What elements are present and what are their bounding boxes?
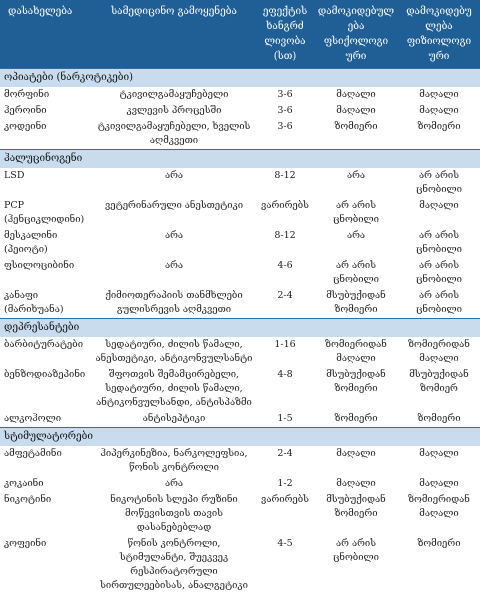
cell-physiological: არ არის ცნობილი <box>398 288 480 319</box>
cell-psychological: მაღალი <box>314 476 398 492</box>
cell-medical-use: არა <box>92 258 256 288</box>
section-title: სტიმულატორები <box>0 428 480 447</box>
table-row <box>0 476 480 492</box>
cell-substance: ბენზოდიაზეპინი <box>0 367 92 411</box>
cell-duration: 4-6 <box>256 258 314 288</box>
cell-duration: 2-4 <box>256 446 314 476</box>
cell-psychological: ზომიერი <box>314 411 398 428</box>
cell-duration: 4-8 <box>256 367 314 411</box>
table-row <box>0 119 480 150</box>
cell-psychological: არ არის ცნობილი <box>314 536 398 594</box>
cell-duration: 1-2 <box>256 476 314 492</box>
table-row <box>0 168 480 198</box>
cell-duration: 1-5 <box>256 411 314 428</box>
cell-psychological: მაღალი <box>314 446 398 476</box>
cell-medical-use: ტკივილგამაყუჩებელი, ხველის აღმკვეთი <box>92 119 256 150</box>
header-medical-use: სამედიცინო გამოყენება <box>92 0 256 69</box>
cell-duration: 8-12 <box>256 168 314 198</box>
cell-medical-use: ტკივილგამაყუჩებელი <box>92 87 256 103</box>
table-row <box>0 411 480 428</box>
cell-medical-use: შფოთვის შემამცირებელი, სედატიური, ძილის წამალი, ანტიკონვულსანდი, ანტისპაზმი <box>92 367 256 411</box>
cell-psychological: მსუბუქიდან ზომიერი <box>314 492 398 536</box>
cell-substance: კოკაინი <box>0 476 92 492</box>
cell-psychological: არ არის ცნობილი <box>314 258 398 288</box>
table-row <box>0 103 480 119</box>
section-header-row <box>0 428 480 447</box>
cell-substance: LSD <box>0 168 92 198</box>
table-row <box>0 536 480 594</box>
cell-duration: 4-5 <box>256 536 314 594</box>
section-title: ჰალუცინოგენი <box>0 150 480 169</box>
cell-physiological: მსუბუქიდან ზომიერ <box>398 367 480 411</box>
table-row <box>0 367 480 411</box>
cell-physiological: მაღალი <box>398 446 480 476</box>
cell-psychological: არა <box>314 228 398 258</box>
cell-psychological: მსუბუქიდან ზომიერი <box>314 367 398 411</box>
cell-substance: მორფინი <box>0 87 92 103</box>
cell-duration: ვარირებს <box>256 198 314 228</box>
cell-physiological: ზომიერი <box>398 536 480 594</box>
table-row <box>0 446 480 476</box>
section-header-row <box>0 150 480 169</box>
cell-physiological: ზომიერიდან მაღალი <box>398 492 480 536</box>
cell-medical-use: არა <box>92 228 256 258</box>
header-duration: ეფექტის ხანგრძ ლივობა (სთ) <box>256 0 314 69</box>
cell-substance: კანაფი (მარიხუანა) <box>0 288 92 319</box>
cell-duration: 3-6 <box>256 119 314 150</box>
cell-duration: 2-4 <box>256 288 314 319</box>
cell-physiological: არ არის ცნობილი <box>398 168 480 198</box>
cell-medical-use: ნიკოტინის სლეპი რუზინი მოწევისთვის თავის დასანებებლად <box>92 492 256 536</box>
cell-substance: კოფეინი <box>0 536 92 594</box>
cell-physiological: ზომიერი <box>398 119 480 150</box>
table-row <box>0 492 480 536</box>
cell-psychological: ზომიერიდან მაღალი <box>314 337 398 367</box>
header-physiological-dependence: დამოკიდებულება ფიზიოლოგი ური <box>398 0 480 69</box>
cell-psychological: ზომიერი <box>314 119 398 150</box>
section-title: დეპრესანტები <box>0 319 480 338</box>
table-row <box>0 258 480 288</box>
cell-substance: ამფეტამინი <box>0 446 92 476</box>
section-header-row <box>0 69 480 88</box>
cell-substance: კოდეინი <box>0 119 92 150</box>
cell-psychological: მაღალი <box>314 87 398 103</box>
cell-medical-use: ჰიპერკინეზია, ნარკოლეფსია, წონის კონტროლი <box>92 446 256 476</box>
table-row <box>0 87 480 103</box>
cell-substance: მესკალინი (პეიოტი) <box>0 228 92 258</box>
cell-medical-use: სედატიური, ძილის წამალი, ანესთეტიკი, ანტიკონვულსანტი <box>92 337 256 367</box>
cell-substance: ჰეროინი <box>0 103 92 119</box>
cell-physiological: ზომიერიდან მაღალი <box>398 337 480 367</box>
header-row <box>0 0 480 69</box>
cell-medical-use: ქიმიოთერაპიის თანმხლები გულისრევის აღმკვეთი <box>92 288 256 319</box>
table-row <box>0 198 480 228</box>
cell-psychological: მსუბუქიდან ზომიერი <box>314 288 398 319</box>
cell-medical-use: კვლევის პროცესში <box>92 103 256 119</box>
cell-psychological: მაღალი <box>314 103 398 119</box>
cell-substance: ფსილოციბინი <box>0 258 92 288</box>
cell-substance: ნიკოტინი <box>0 492 92 536</box>
section-title: ოპიატები (ნარკოტიკები) <box>0 69 480 88</box>
cell-physiological: მაღალი <box>398 103 480 119</box>
cell-physiological: მაღალი <box>398 87 480 103</box>
header-name: დასახელება <box>0 0 92 69</box>
cell-medical-use: არა <box>92 476 256 492</box>
cell-substance: ბარბიტურატები <box>0 337 92 367</box>
cell-medical-use: ვეტერინარული ანესთეტიკი <box>92 198 256 228</box>
header-psychological-dependence: დამოკიდებულება ფსიქოლოგი ური <box>314 0 398 69</box>
table-row <box>0 337 480 367</box>
cell-substance: ალკოჰოლი <box>0 411 92 428</box>
table-row <box>0 288 480 319</box>
cell-duration: 3-6 <box>256 103 314 119</box>
cell-physiological: არ არის ცნობილი <box>398 258 480 288</box>
cell-medical-use: არა <box>92 168 256 198</box>
cell-physiological: არ არის ცნობილი <box>398 228 480 258</box>
cell-duration: 8-12 <box>256 228 314 258</box>
cell-duration: 1-16 <box>256 337 314 367</box>
table-body <box>0 69 480 594</box>
cell-medical-use: წონის კონტროლი, სტიმულანტი, შუეკვეკ რესპირატორული სირთულეებისას, ანალგეტიკი <box>92 536 256 594</box>
cell-duration: 3-6 <box>256 87 314 103</box>
cell-medical-use: ანტისეპტიკი <box>92 411 256 428</box>
cell-psychological: არა <box>314 168 398 198</box>
section-header-row <box>0 319 480 338</box>
cell-physiological: მაღალი <box>398 476 480 492</box>
cell-physiological: ზომიერი <box>398 411 480 428</box>
cell-physiological: მაღალი <box>398 198 480 228</box>
table-row <box>0 228 480 258</box>
cell-psychological: არ არის ცნობილი <box>314 198 398 228</box>
cell-substance: PCP (ჰენციკლიდინი) <box>0 198 92 228</box>
cell-duration: ვარირებს <box>256 492 314 536</box>
